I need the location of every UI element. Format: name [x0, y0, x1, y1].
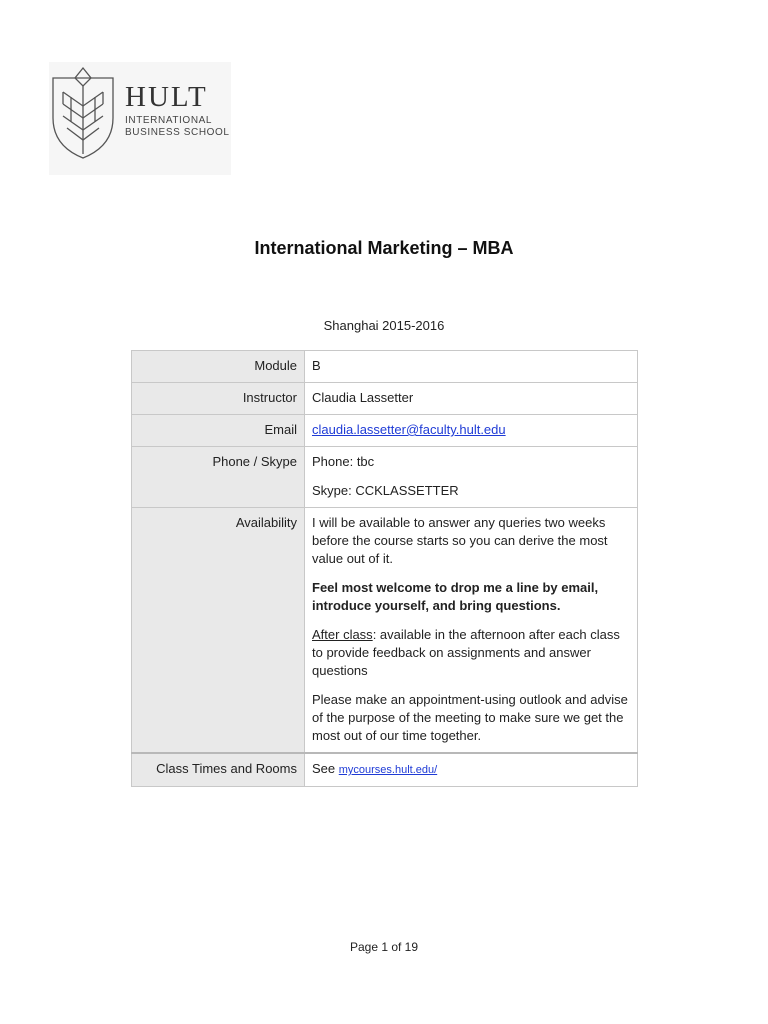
skype-value: Skype: CCKLASSETTER	[312, 483, 459, 498]
brand-subtitle-line1: INTERNATIONAL	[125, 115, 213, 126]
table-row-availability	[132, 508, 638, 754]
document-title: International Marketing – MBA	[254, 238, 514, 258]
instructor-label: Instructor	[132, 383, 305, 415]
class-times-cell	[305, 753, 638, 787]
table-row-class-times	[132, 753, 638, 787]
class-times-prefix: See	[312, 761, 339, 776]
table-row-module	[132, 351, 638, 383]
availability-paragraph-1: I will be available to answer any queries two weeks before the course starts so you can derive the most value out of it.	[312, 515, 608, 566]
after-class-label: After class	[312, 627, 373, 642]
availability-cell	[305, 508, 638, 754]
email-link[interactable]: claudia.lassetter@faculty.hult.edu	[312, 422, 506, 437]
course-info-table	[131, 350, 638, 787]
availability-paragraph-3	[312, 626, 630, 680]
module-value: B	[305, 351, 638, 383]
email-label: Email	[132, 415, 305, 447]
availability-label: Availability	[132, 508, 305, 754]
table-row-phone	[132, 447, 638, 508]
availability-paragraph-2: Feel most welcome to drop me a line by email, introduce yourself, and bring questions.	[312, 580, 599, 613]
email-cell	[305, 415, 638, 447]
module-label: Module	[132, 351, 305, 383]
phone-cell	[305, 447, 638, 508]
availability-paragraph-4: Please make an appointment-using outlook and advise of the purpose of the meeting to make sure we get the most out of our time together.	[312, 692, 628, 743]
brand-name: HULT	[125, 81, 208, 113]
instructor-value: Claudia Lassetter	[305, 383, 638, 415]
mycourses-link[interactable]: mycourses.hult.edu/	[338, 764, 438, 776]
after-class-text: : available in the afternoon after each class to provide feedback on assignments and answer questions	[312, 627, 620, 678]
hult-logo	[49, 62, 231, 175]
page-number: Page 1 of 19	[349, 940, 419, 954]
document-subtitle: Shanghai 2015-2016	[323, 318, 445, 333]
table-row-email	[132, 415, 638, 447]
table-row-instructor	[132, 383, 638, 415]
brand-subtitle-line2: BUSINESS SCHOOL	[125, 127, 230, 138]
phone-value: Phone: tbc	[312, 454, 375, 469]
phone-label: Phone / Skype	[132, 447, 305, 508]
class-times-label: Class Times and Rooms	[132, 753, 305, 787]
